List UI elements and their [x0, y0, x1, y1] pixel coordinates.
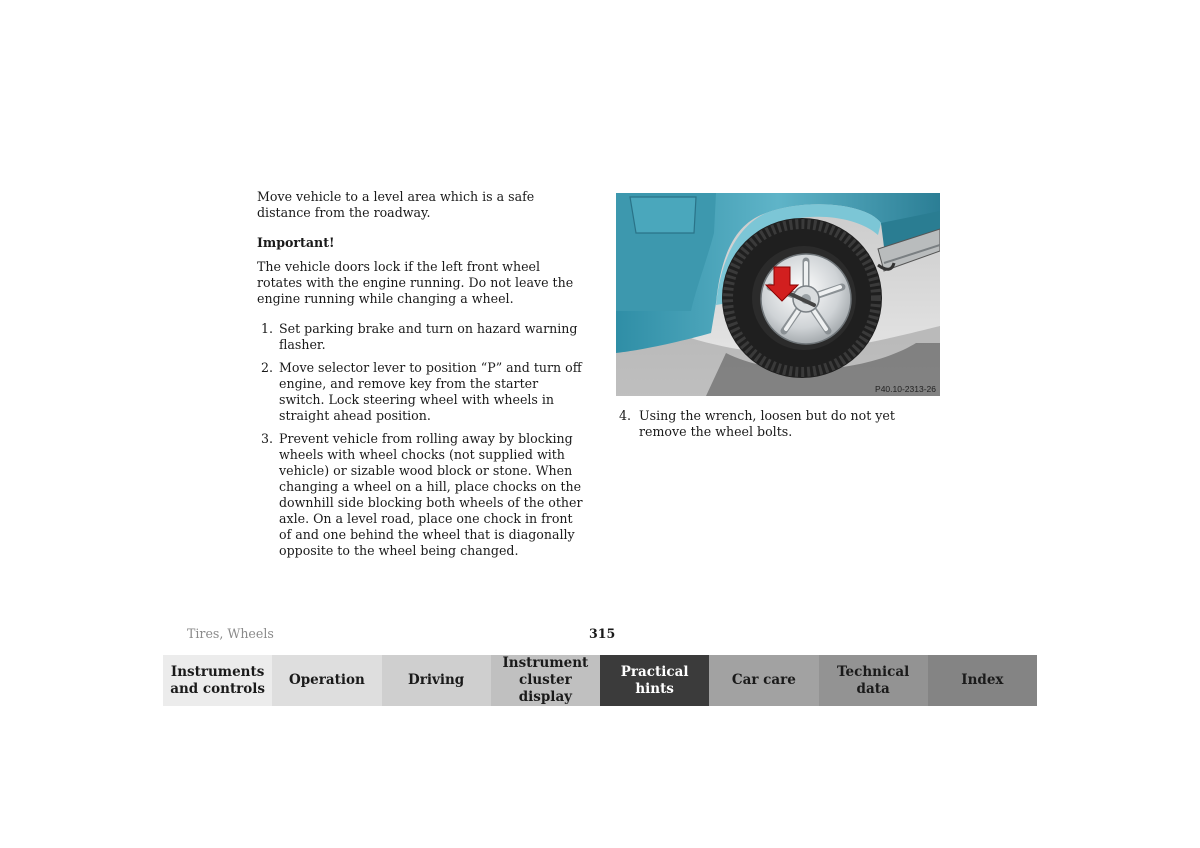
tab-operation[interactable]	[272, 655, 381, 706]
tab-instrument-cluster-display[interactable]	[491, 655, 600, 706]
step-text: Move selector lever to position “P” and turn off engine, and remove key from the starter switch. Lock steering wheel with wheels in straight ahead position.	[279, 360, 582, 423]
tab-label: Instrument cluster display	[502, 655, 589, 705]
page-number: 315	[589, 626, 616, 641]
steps-list	[257, 321, 587, 559]
step-item	[619, 408, 944, 440]
section-title: Tires, Wheels	[187, 626, 274, 641]
tab-instruments-and-controls[interactable]	[163, 655, 272, 706]
tab-practical-hints[interactable]	[600, 655, 709, 706]
tab-label: Practical hints	[620, 663, 689, 697]
left-column	[257, 189, 587, 566]
tab-label: Operation	[288, 672, 365, 688]
wheel-drawing	[616, 193, 940, 396]
chapter-navigation	[163, 655, 1037, 706]
tab-label: Index	[961, 672, 1004, 688]
intro-paragraph: Move vehicle to a level area which is a safe distance from the roadway.	[257, 189, 535, 220]
wheel-illustration	[616, 193, 940, 396]
step-item	[257, 360, 587, 424]
step-number: 1.	[261, 321, 274, 336]
tab-technical-data[interactable]	[819, 655, 928, 706]
right-column	[619, 408, 944, 447]
tab-car-care[interactable]	[709, 655, 818, 706]
tab-label: Instruments and controls	[170, 663, 266, 697]
tab-index[interactable]	[928, 655, 1037, 706]
step-item	[257, 431, 587, 559]
step-text: Using the wrench, loosen but do not yet remove the wheel bolts.	[639, 408, 895, 439]
tab-label: Technical data	[837, 663, 910, 697]
step-text: Prevent vehicle from rolling away by blocking wheels with wheel chocks (not supplied with vehicle) or sizable wood block or stone. When changing a wheel on a hill, place chocks on the downhill side blocking both wheels of the other axle. On a level road, place one chock in front of and one behind the wheel that is diagonally opposite to the wheel being changed.	[279, 431, 583, 558]
tab-label: Car care	[731, 672, 796, 688]
steps-list-continued	[619, 408, 944, 440]
important-heading: Important!	[257, 235, 335, 250]
step-text: Set parking brake and turn on hazard warning flasher.	[279, 321, 578, 352]
step-number: 4.	[619, 408, 632, 423]
figure-code: P40.10-2313-26	[875, 384, 936, 394]
important-text: The vehicle doors lock if the left front wheel rotates with the engine running. Do not leave the engine running while changing a wheel.	[257, 259, 574, 306]
step-number: 3.	[261, 431, 274, 446]
tab-label: Driving	[408, 672, 465, 688]
step-number: 2.	[261, 360, 274, 375]
step-item	[257, 321, 587, 353]
tab-driving[interactable]	[382, 655, 491, 706]
